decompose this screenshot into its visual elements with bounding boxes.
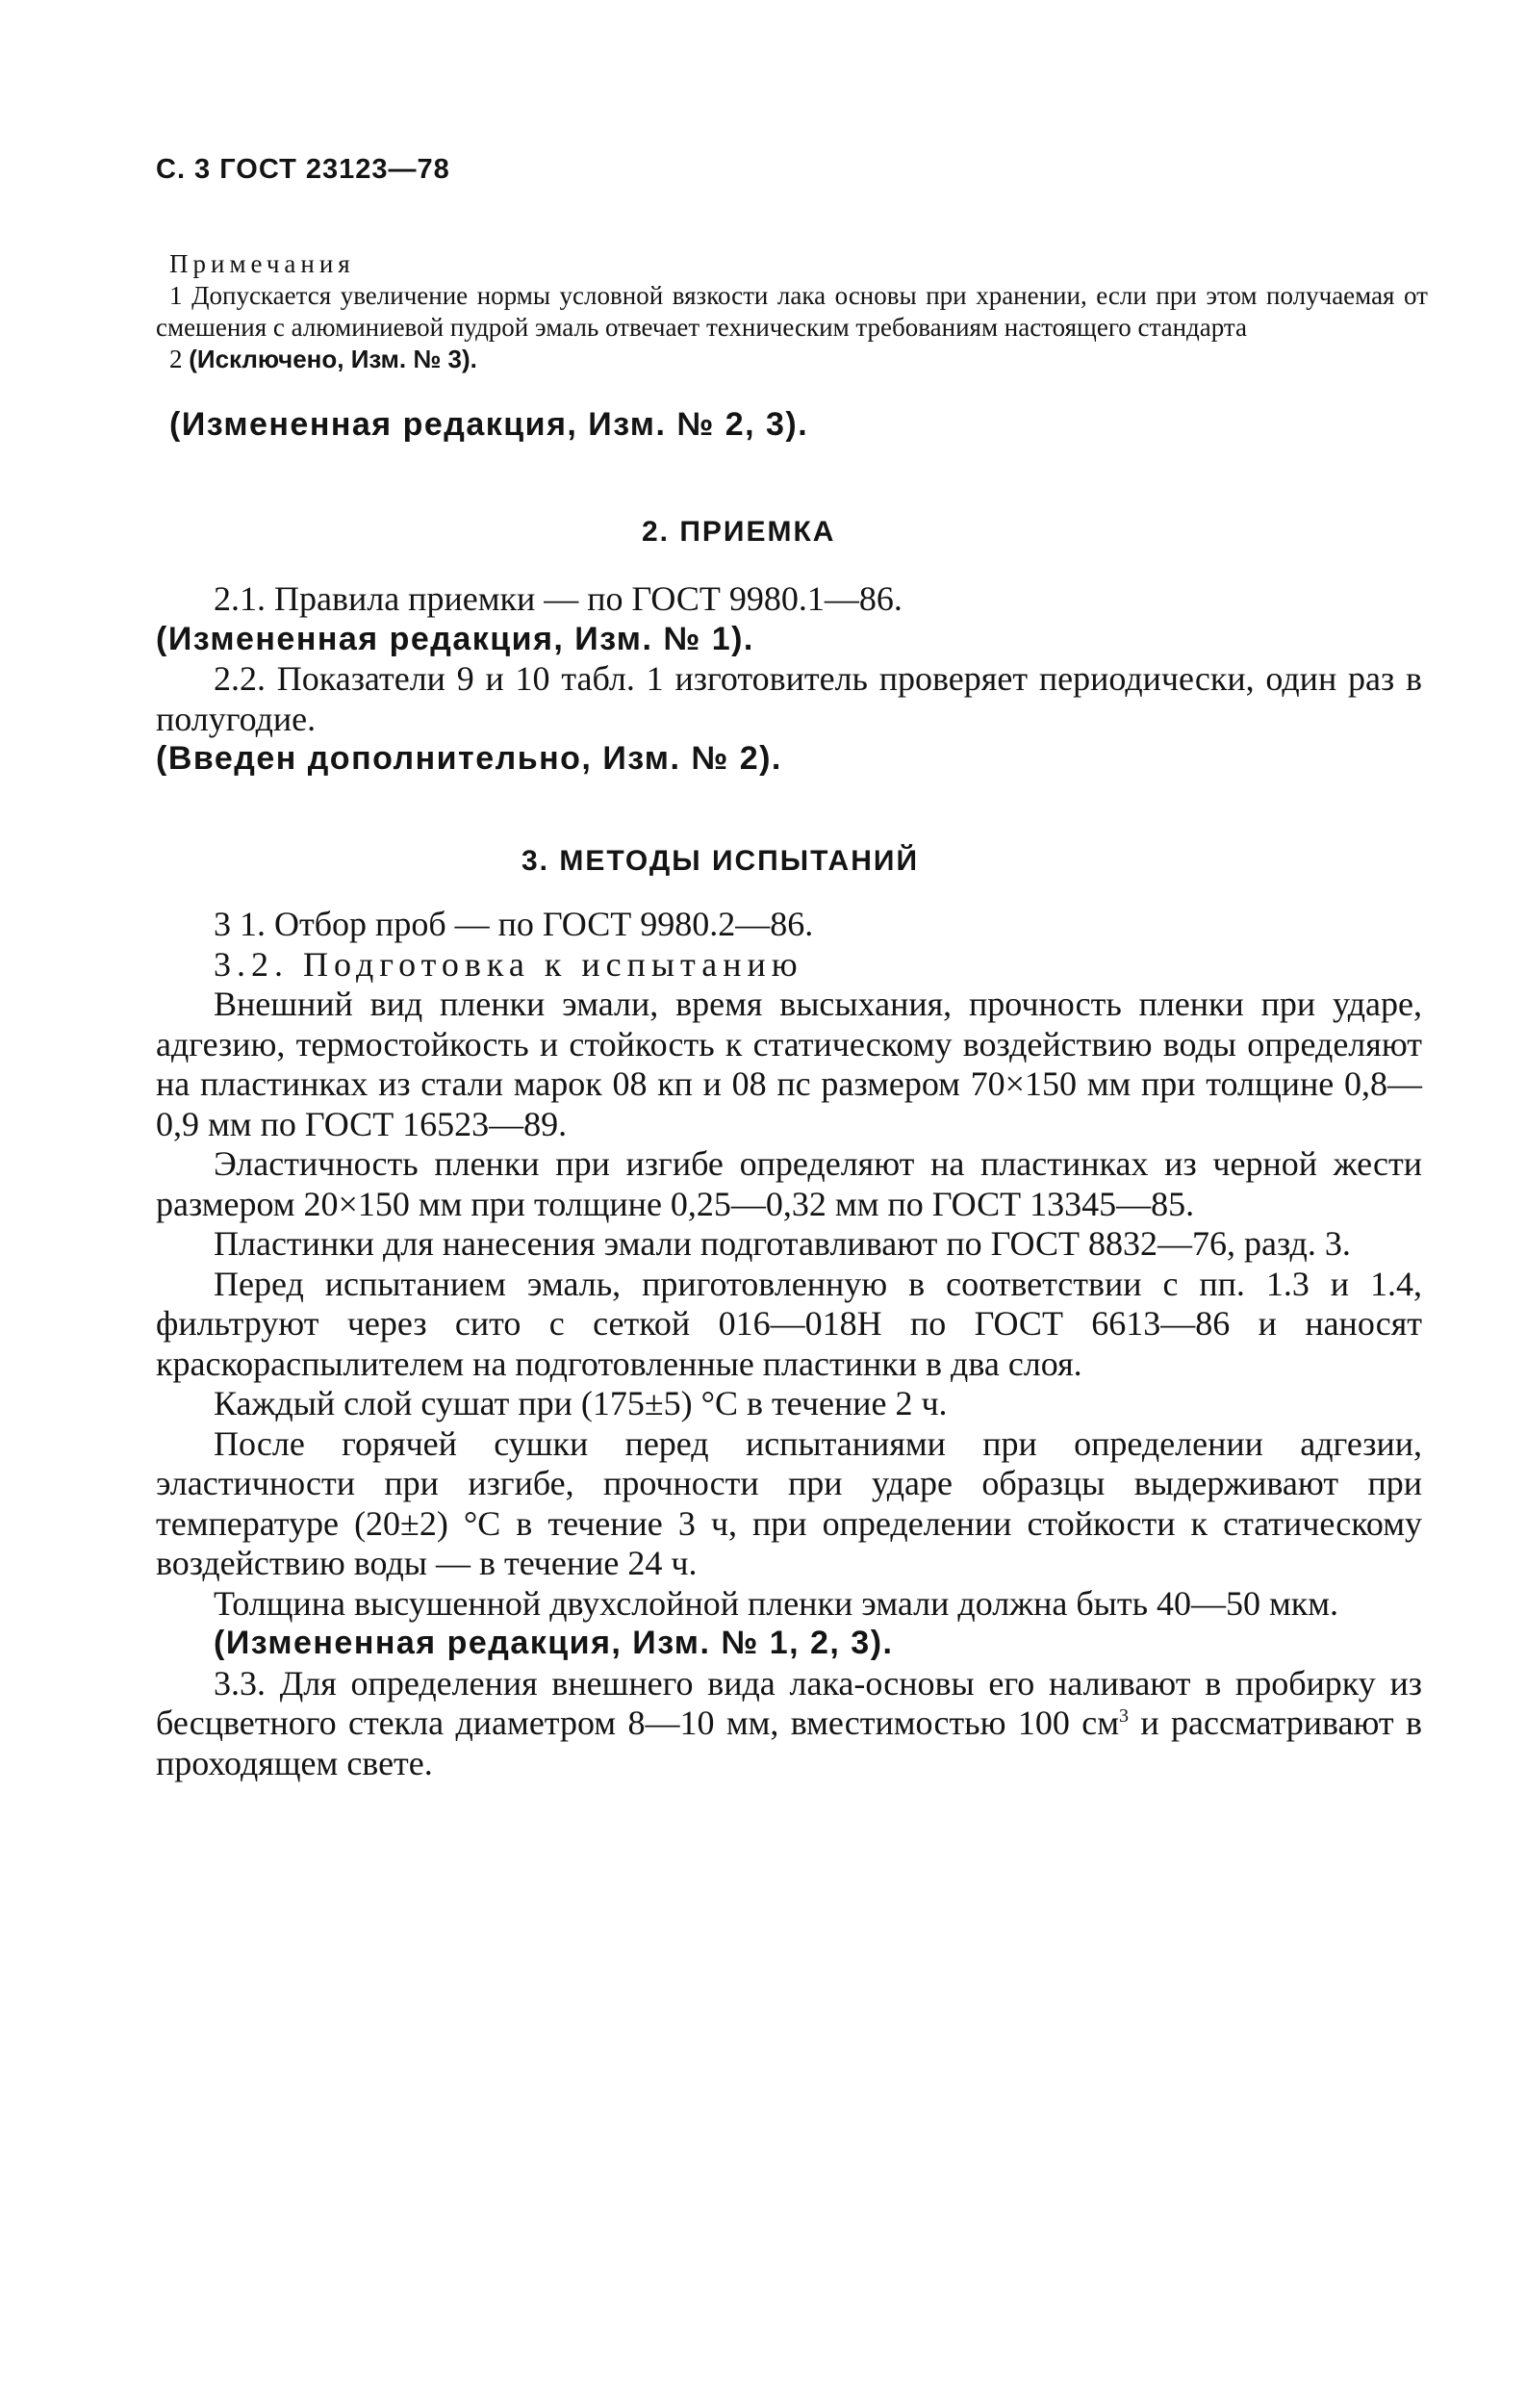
- page-header: С. 3 ГОСТ 23123—78: [156, 154, 450, 185]
- paragraph-3-3-text: 3.3. Для определения внешнего вида лака-основы его наливают в пробирку из бесцветного стекла диаметром 8—10 мм, вместимостью 100 см: [156, 1663, 1422, 1742]
- superscript-3: 3: [1119, 1705, 1129, 1727]
- section-2-title: 2. ПРИЕМКА: [642, 516, 836, 548]
- section-3-title: 3. МЕТОДЫ ИСПЫТАНИЙ: [521, 845, 919, 877]
- paragraph-3-2-a: Внешний вид пленки эмали, время высыхания, прочность пленки при ударе, адгезию, термостойкость и стойкость к статическому воздействию воды определяют на пластинках из стали марок 08 кп и 08 пс размером 70×150 мм при толщине 0,8—0,9 мм по ГОСТ 16523—89.: [156, 985, 1422, 1143]
- paragraph-3-2-e: Каждый слой сушат при (175±5) °С в течение 2 ч.: [214, 1384, 948, 1422]
- paragraph-2-2: 2.2. Показатели 9 и 10 табл. 1 изготовитель проверяет периодически, один раз в полугодие.: [156, 659, 1422, 738]
- note-2-number: 2: [169, 345, 183, 373]
- amendment-note: (Измененная редакция, Изм. № 2, 3).: [169, 406, 809, 443]
- section-2-body: [156, 579, 1422, 780]
- section-3-body: [156, 905, 1422, 1783]
- paragraph-3-2-c: Пластинки для нанесения эмали подготавливают по ГОСТ 8832—76, разд. 3.: [214, 1224, 1351, 1263]
- paragraph-3-2-title: 3.2. Подготовка к испытанию: [214, 944, 803, 984]
- paragraph-3-1: 3 1. Отбор проб — по ГОСТ 9980.2—86.: [214, 905, 814, 943]
- paragraph-3-2-d: Перед испытанием эмаль, приготовленную в соответствии с пп. 1.3 и 1.4, фильтруют через сито с сеткой 016—018Н по ГОСТ 6613—86 и наносят краскораспылителем на подготовленные пластинки в два слоя.: [156, 1264, 1422, 1383]
- note-1: 1 Допускается увеличение нормы условной вязкости лака основы при хранении, если при этом получаемая от смешения с алюминиевой пудрой эмаль отвечает техническим требованиям настоящего стандарта: [156, 281, 1428, 342]
- paragraph-3-2-g: Толщина высушенной двухслойной пленки эмали должна быть 40—50 мкм.: [214, 1583, 1339, 1623]
- paragraph-3-2-b: Эластичность пленки при изгибе определяют на пластинках из черной жести размером 20×150 мм при толщине 0,25—0,32 мм по ГОСТ 13345—85.: [156, 1144, 1422, 1223]
- amendment-3-2: (Измененная редакция, Изм. № 1, 2, 3).: [214, 1625, 894, 1661]
- paragraph-3-3-end: и рассматривают в проходящем свете.: [156, 1704, 1423, 1782]
- notes-title: Примечания: [169, 249, 355, 278]
- paragraph-3-3: [156, 1664, 1422, 1784]
- note-2: [156, 344, 1428, 375]
- paragraph-3-2-f: После горячей сушки перед испытаниями при определении адгезии, эластичности при изгибе, прочности при ударе образцы выдерживают при температуре (20±2) °С в течение 3 ч, при определении стойкости к статическому воздействию воды — в течение 24 ч.: [156, 1423, 1422, 1582]
- paragraph-2-1: 2.1. Правила приемки — по ГОСТ 9980.1—86.: [214, 579, 903, 618]
- amendment-2-2: (Введен дополнительно, Изм. № 2).: [156, 740, 782, 777]
- notes-block: [156, 248, 1428, 375]
- note-2-text: (Исключено, Изм. № 3).: [189, 345, 477, 373]
- amendment-2-1: (Измененная редакция, Изм. № 1).: [156, 620, 754, 657]
